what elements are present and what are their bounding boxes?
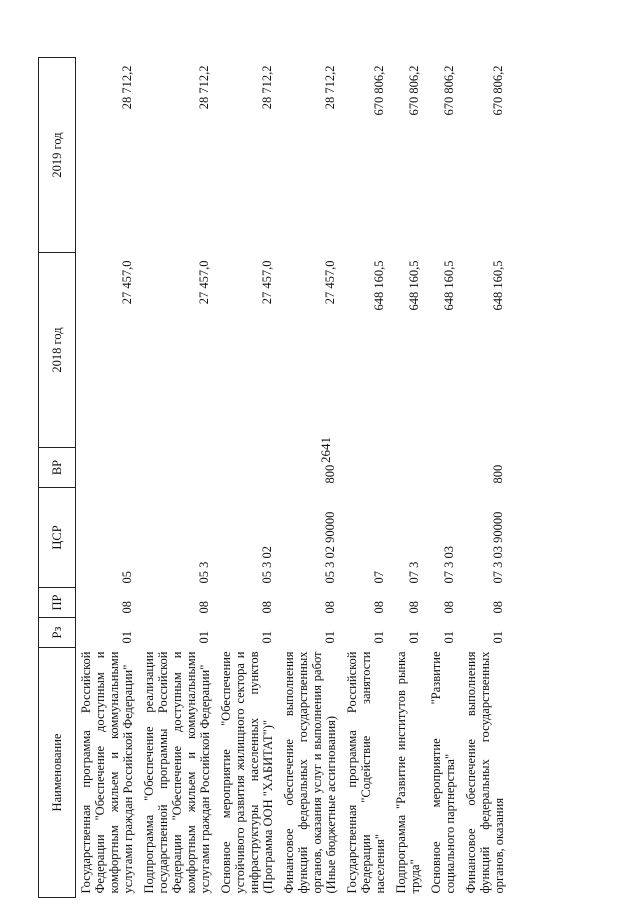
- table-row: [461, 58, 510, 898]
- row-name: Подпрограмма "Развитие институтов рынка труда": [394, 651, 422, 894]
- row-pr: 08: [442, 601, 456, 614]
- row-pr: 08: [323, 601, 337, 614]
- row-2019: 28 712,2: [260, 65, 274, 110]
- header-name: Наименование: [39, 648, 76, 898]
- row-name: Государственная программа Российской Федерации "Обеспечение доступным и комфортным жильем и коммунальными услугами граждан Российской Федерации": [79, 651, 135, 894]
- row-vr: [342, 448, 391, 488]
- row-csr: 07 3: [407, 561, 421, 584]
- row-pr: 08: [372, 601, 386, 614]
- table-row: [391, 58, 426, 898]
- table-row: [139, 58, 216, 898]
- row-name: Финансовое обеспечение выполнения функций федеральных государственных органов, оказания: [464, 651, 506, 894]
- row-2018: 648 160,5: [372, 260, 386, 311]
- budget-table-page: [38, 58, 594, 898]
- row-name: Основное мероприятие "Обеспечение устойчивого развития жилищного сектора и инфраструктуры населенных пунктов (Программа ООН "ХАБИТАТ")": [219, 651, 275, 894]
- table-row: [216, 58, 279, 898]
- table-row: [342, 58, 391, 898]
- row-rz: 01: [491, 631, 505, 644]
- row-2019: 28 712,2: [120, 65, 134, 110]
- row-pr: 08: [407, 601, 421, 614]
- row-rz: 01: [197, 631, 211, 644]
- table-row: [76, 58, 140, 898]
- row-vr: [426, 448, 461, 488]
- row-csr: 05 3: [197, 561, 211, 584]
- row-2018: 648 160,5: [407, 260, 421, 311]
- row-csr: 05 3 02: [260, 546, 274, 584]
- row-csr: 07 3 03 90000: [491, 511, 505, 584]
- row-2019: 670 806,2: [491, 65, 505, 116]
- row-2018: 648 160,5: [442, 260, 456, 311]
- row-rz: 01: [442, 631, 456, 644]
- row-name: Подпрограмма "Обеспечение реализации государственной программы Российской Федерации "Обеспечение доступным и комфортным жильем и коммунальными услугами граждан Российской Федерации": [142, 651, 212, 894]
- header-pr: ПР: [39, 588, 76, 618]
- row-2019: 670 806,2: [372, 65, 386, 116]
- budget-table: [38, 57, 510, 898]
- row-rz: 01: [372, 631, 386, 644]
- row-vr: [139, 448, 216, 488]
- row-name: Государственная программа Российской Федерации "Содействие занятости населения": [345, 651, 387, 894]
- header-2018: 2018 год: [39, 253, 76, 448]
- row-pr: 08: [491, 601, 505, 614]
- row-rz: 01: [260, 631, 274, 644]
- row-csr: 05: [120, 571, 134, 584]
- row-rz: 01: [120, 631, 134, 644]
- row-vr: 800: [491, 464, 505, 484]
- row-vr: [391, 448, 426, 488]
- row-2018: 27 457,0: [260, 260, 274, 305]
- header-rz: Рз: [39, 618, 76, 648]
- row-name: Основное мероприятие "Развитие социального партнерства": [429, 651, 457, 894]
- row-2019: 28 712,2: [323, 65, 337, 110]
- row-vr: 800: [323, 464, 337, 484]
- row-2018: 648 160,5: [491, 260, 505, 311]
- header-csr: ЦСР: [39, 488, 76, 588]
- row-2018: 27 457,0: [120, 260, 134, 305]
- row-2019: 670 806,2: [407, 65, 421, 116]
- table-header-row: [39, 58, 76, 898]
- row-pr: 08: [197, 601, 211, 614]
- row-pr: 08: [120, 601, 134, 614]
- row-csr: 07: [372, 571, 386, 584]
- row-name: Финансовое обеспечение выполнения функций федеральных государственных органов, оказания услуг и выполнения работ (Иные бюджетные ассигнования): [282, 651, 338, 894]
- row-pr: 08: [260, 601, 274, 614]
- row-vr: [76, 448, 140, 488]
- table-row: [426, 58, 461, 898]
- row-2018: 27 457,0: [197, 260, 211, 305]
- row-rz: 01: [407, 631, 421, 644]
- row-2019: 28 712,2: [197, 65, 211, 110]
- row-2019: 670 806,2: [442, 65, 456, 116]
- table-row: [279, 58, 342, 898]
- row-rz: 01: [323, 631, 337, 644]
- row-vr: [216, 448, 279, 488]
- row-csr: 07 3 03: [442, 546, 456, 584]
- header-vr: ВР: [39, 448, 76, 488]
- row-2018: 27 457,0: [323, 260, 337, 305]
- row-csr: 05 3 02 90000: [323, 511, 337, 584]
- header-2019: 2019 год: [39, 58, 76, 253]
- page-number: 2641: [318, 437, 333, 463]
